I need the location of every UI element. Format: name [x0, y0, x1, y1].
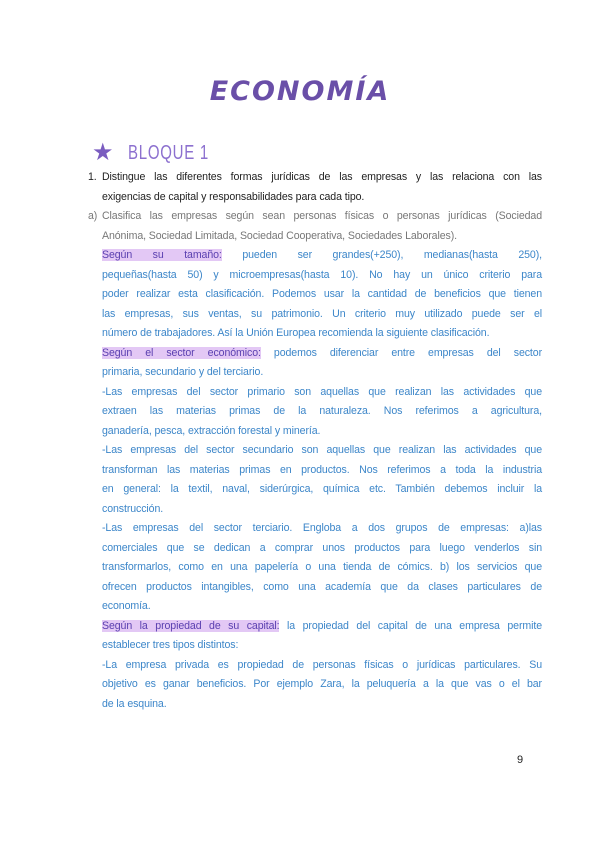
answer-line-text: de la esquina.	[102, 697, 167, 710]
answer-line	[102, 519, 542, 539]
answer-line	[102, 675, 542, 695]
answer-line	[102, 344, 542, 364]
answer-line	[102, 305, 542, 325]
answer-line	[102, 402, 542, 422]
answer-line	[102, 422, 542, 442]
answer-line-text: transformarlos, como en una papelería o una tienda de cómics. b) los servicios que	[102, 561, 542, 573]
answer-line-text: ofrecen productos intangibles, como una academía que da clases particulares de	[102, 580, 542, 593]
answer-line-text: transforman las materias primas en productos. Nos referimos a toda la industria	[102, 463, 542, 476]
answer-line	[102, 461, 542, 481]
answer-line	[102, 656, 542, 676]
question-1	[88, 168, 542, 207]
answer-line	[102, 246, 542, 266]
answer-line	[102, 266, 542, 286]
answer-line-text: número de trabajadores. Así la Unión Europea recomienda la siguiente clasificación.	[102, 327, 490, 339]
answer-line-text: -Las empresas del sector terciario. Engloba a dos grupos de empresas: a)las	[102, 522, 542, 534]
question-a	[88, 207, 542, 246]
question-letter: a)	[88, 210, 98, 222]
answer-line-text: primaria, secundario y del terciario.	[102, 366, 264, 378]
answer-line-text: la propiedad del capital de una empresa permite	[279, 619, 542, 632]
answer-line	[102, 578, 542, 598]
highlighted-heading: Según su tamaño:	[102, 249, 222, 261]
answer-line	[102, 480, 542, 500]
answer-line	[102, 500, 542, 520]
answer-line-text: ganadería, pesca, extracción forestal y minería.	[102, 424, 321, 437]
answer-line	[102, 558, 542, 578]
answer-line-text: en general: la textil, naval, siderúrgica, química etc. También debemos incluir la	[102, 483, 542, 495]
answer-line	[102, 324, 542, 344]
answer-line-text: establecer tres tipos distintos:	[102, 639, 239, 651]
question-line: Clasifica las empresas según sean personas físicas o personas jurídicas (Sociedad	[102, 210, 542, 222]
highlighted-heading: Según el sector económico:	[102, 346, 261, 359]
answer-line-text: extraen las materias primas de la naturaleza. Nos referimos a agricultura,	[102, 405, 542, 417]
answer-line-text: poder realizar esta clasificación. Podemos usar la cantidad de beneficios que tienen	[102, 288, 542, 300]
section-heading	[92, 138, 600, 168]
answer-line-text: comerciales que se dedican a comprar unos productos para luego venderlos sin	[102, 541, 542, 554]
answer-line-text: las empresas, sus ventas, su patrimonio. Un criterio muy utilizado puede ser el	[102, 307, 542, 320]
answer-line-text: economía.	[102, 600, 151, 612]
answer-line-text: -Las empresas del sector primario son aquellas que realizan las actividades que	[102, 385, 542, 398]
answer-line-text: -La empresa privada es propiedad de personas físicas o jurídicas particulares. Su	[102, 658, 542, 671]
question-line: Anónima, Sociedad Limitada, Sociedad Cooperativa, Sociedades Laborales).	[102, 229, 457, 242]
question-number: 1.	[88, 171, 97, 183]
page-number: 9	[517, 754, 524, 766]
answer-line-text: pequeñas(hasta 50) y microempresas(hasta 10). No hay un único criterio para	[102, 268, 542, 281]
answer-text	[102, 246, 542, 714]
answer-line	[102, 539, 542, 559]
answer-line-text: objetivo es ganar beneficios. Por ejemplo Zara, la peluquería a la que vas o el bar	[102, 678, 542, 690]
answer-line-text: podemos diferenciar entre empresas del sector	[260, 346, 542, 359]
answer-line	[102, 597, 542, 617]
answer-line-text: construcción.	[102, 502, 164, 515]
answer-line	[102, 363, 542, 383]
highlighted-heading: Según la propiedad de su capital:	[102, 619, 280, 632]
answer-line	[102, 695, 542, 715]
question-line: exigencias de capital y responsabilidades para cada tipo.	[102, 190, 365, 203]
question-line: Distingue las diferentes formas jurídicas de las empresas y las relaciona con las	[102, 171, 542, 183]
answer-line	[102, 285, 542, 305]
answer-line-text: pueden ser grandes(+250), medianas(hasta 250),	[221, 249, 542, 261]
answer-line	[102, 383, 542, 403]
star-icon: ★	[92, 139, 114, 166]
answer-line	[102, 636, 542, 656]
answer-line	[102, 617, 542, 637]
page-title: ECONOMÍA	[209, 76, 391, 107]
answer-line-text: -Las empresas del sector secundario son aquellas que realizan las actividades que	[102, 444, 542, 456]
answer-line	[102, 441, 542, 461]
section-heading-label: BLOQUE 1	[127, 141, 209, 164]
